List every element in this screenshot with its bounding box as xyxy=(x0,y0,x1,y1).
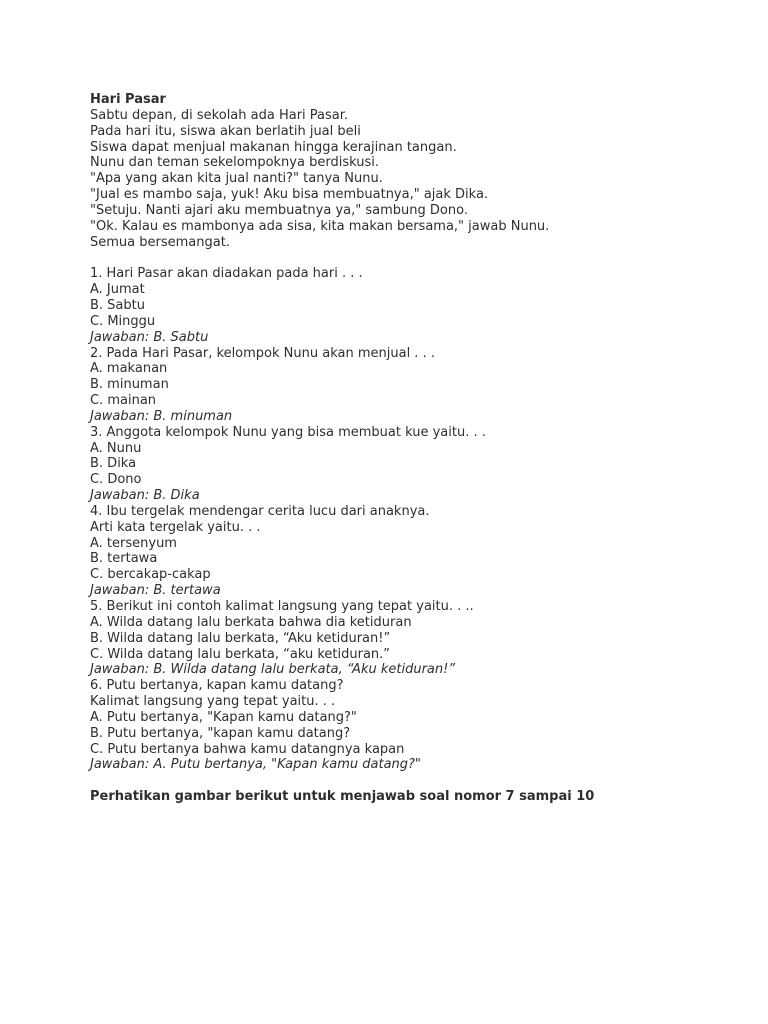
answer-option: B. Wilda datang lalu berkata, “Aku ketiduran!” xyxy=(90,630,391,646)
answer-option: B. tertawa xyxy=(90,551,158,567)
answer-option: A. makanan xyxy=(90,361,168,377)
story-line: Siswa dapat menjual makanan hingga kerajinan tangan. xyxy=(90,139,457,155)
paragraph-gap xyxy=(90,250,730,266)
question-text: 6. Putu bertanya, kapan kamu datang? xyxy=(90,678,344,694)
question-text: 1. Hari Pasar akan diadakan pada hari . . . xyxy=(90,266,363,282)
question-item xyxy=(90,504,730,599)
answer-option: C. Dono xyxy=(90,472,142,488)
question-text: 3. Anggota kelompok Nunu yang bisa membuat kue yaitu. . . xyxy=(90,424,486,440)
answer-key: Jawaban: B. minuman xyxy=(90,408,233,424)
story-line: "Ok. Kalau es mambonya ada sisa, kita makan bersama," jawab Nunu. xyxy=(90,218,550,234)
paragraph-gap xyxy=(90,773,730,789)
question-item xyxy=(90,346,730,425)
answer-option: A. tersenyum xyxy=(90,535,177,551)
answer-option: C. Wilda datang lalu berkata, “aku ketiduran.” xyxy=(90,646,391,662)
answer-option: A. Nunu xyxy=(90,440,142,456)
question-item xyxy=(90,425,730,504)
answer-key: Jawaban: B. Dika xyxy=(90,488,200,504)
answer-option: A. Wilda datang lalu berkata bahwa dia ketiduran xyxy=(90,614,412,630)
question-list xyxy=(90,266,730,773)
answer-option: C. Minggu xyxy=(90,313,156,329)
question-text: Kalimat langsung yang tepat yaitu. . . xyxy=(90,694,336,710)
answer-option: A. Putu bertanya, "Kapan kamu datang?" xyxy=(90,709,357,725)
answer-option: C. mainan xyxy=(90,393,157,409)
question-item xyxy=(90,678,730,773)
answer-key: Jawaban: B. tertawa xyxy=(90,583,221,599)
section-instruction: Perhatikan gambar berikut untuk menjawab soal nomor 7 sampai 10 xyxy=(90,789,595,805)
answer-key: Jawaban: A. Putu bertanya, "Kapan kamu datang?" xyxy=(90,757,421,773)
story-title: Hari Pasar xyxy=(90,92,166,107)
answer-option: C. bercakap-cakap xyxy=(90,567,211,583)
story-line: "Setuju. Nanti ajari aku membuatnya ya," sambung Dono. xyxy=(90,202,468,218)
question-text: 2. Pada Hari Pasar, kelompok Nunu akan menjual . . . xyxy=(90,345,435,361)
document-page xyxy=(90,92,730,805)
story-line: Nunu dan teman sekelompoknya berdiskusi. xyxy=(90,155,379,171)
question-item xyxy=(90,599,730,678)
story-line: Semua bersemangat. xyxy=(90,234,230,250)
answer-option: A. Jumat xyxy=(90,282,145,298)
story-line: Sabtu depan, di sekolah ada Hari Pasar. xyxy=(90,107,349,123)
answer-option: B. Sabtu xyxy=(90,297,145,313)
answer-key: Jawaban: B. Sabtu xyxy=(90,329,209,345)
answer-key: Jawaban: B. Wilda datang lalu berkata, “Aku ketiduran!” xyxy=(90,662,456,678)
question-text: 4. Ibu tergelak mendengar cerita lucu dari anaknya. xyxy=(90,503,430,519)
story-line: "Apa yang akan kita jual nanti?" tanya Nunu. xyxy=(90,171,383,187)
question-text: Arti kata tergelak yaitu. . . xyxy=(90,519,261,535)
question-item xyxy=(90,266,730,345)
story-body xyxy=(90,108,730,251)
answer-option: B. Dika xyxy=(90,456,137,472)
story-line: "Jual es mambo saja, yuk! Aku bisa membuatnya," ajak Dika. xyxy=(90,187,489,203)
question-text: 5. Berikut ini contoh kalimat langsung yang tepat yaitu. . .. xyxy=(90,599,474,614)
story-line: Pada hari itu, siswa akan berlatih jual beli xyxy=(90,123,361,139)
answer-option: C. Putu bertanya bahwa kamu datangnya kapan xyxy=(90,741,405,757)
answer-option: B. Putu bertanya, "kapan kamu datang? xyxy=(90,725,351,741)
answer-option: B. minuman xyxy=(90,377,169,393)
